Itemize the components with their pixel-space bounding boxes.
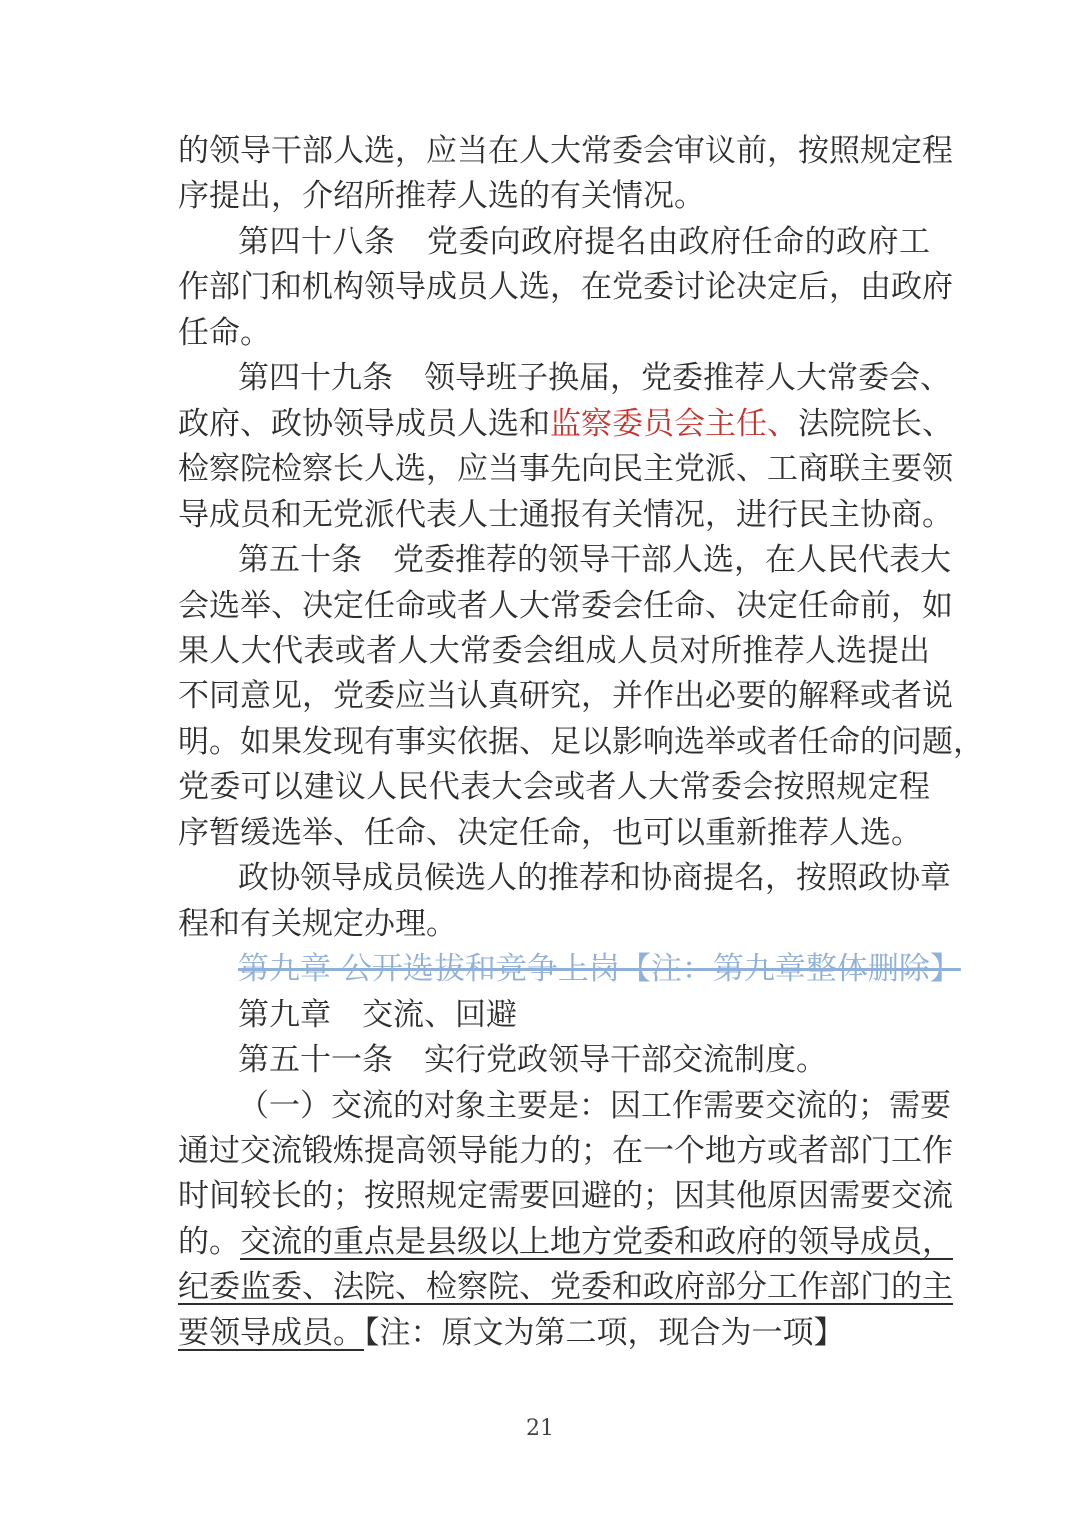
text-segment: 明。如果发现有事实依据、足以影响选举或者任命的问题， <box>178 723 984 760</box>
text-segment: 政府、政协领导成员人选和 <box>178 405 550 442</box>
underlined-text: 纪委监委、法院、检察院、党委和政府部分工作部门的主 <box>178 1269 953 1306</box>
text-segment: 法院院长、 <box>798 405 953 442</box>
text-line <box>178 265 953 310</box>
text-segment: 党委可以建议人民代表大会或者人大常委会按照规定程 <box>178 769 930 806</box>
text-segment: 时间较长的；按照规定需要回避的；因其他原因需要交流 <box>178 1178 953 1215</box>
document-body <box>178 129 984 1356</box>
text-line <box>178 1174 953 1219</box>
text-line <box>178 220 930 265</box>
text-line <box>178 493 953 538</box>
text-line <box>178 765 930 810</box>
text-segment: 检察院检察长人选，应当事先向民主党派、工商联主要领 <box>178 451 953 488</box>
text-line <box>178 1129 953 1174</box>
text-line <box>178 538 951 583</box>
text-segment: 【注：原文为第二项，现合为一项】 <box>364 1314 845 1351</box>
text-line <box>178 629 930 674</box>
text-line <box>178 993 930 1038</box>
text-line <box>178 129 953 174</box>
text-segment: 第五十一条 实行党政领导干部交流制度。 <box>238 1042 827 1079</box>
text-segment: 第四十九条 领导班子换届，党委推荐人大常委会、 <box>238 360 951 397</box>
text-line <box>178 1038 930 1083</box>
text-line <box>178 856 951 901</box>
text-segment: 政协领导成员候选人的推荐和协商提名，按照政协章 <box>238 860 951 897</box>
text-segment: 程和有关规定办理。 <box>178 905 457 942</box>
text-line <box>178 1311 930 1356</box>
text-line <box>178 447 953 492</box>
text-segment: 果人大代表或者人大常委会组成人员对所推荐人选提出 <box>178 632 930 669</box>
text-segment: 不同意见，党委应当认真研究，并作出必要的解释或者说 <box>178 678 953 715</box>
text-segment: 序提出，介绍所推荐人选的有关情况。 <box>178 178 705 215</box>
page-number: 21 <box>526 1416 554 1441</box>
text-line <box>178 674 953 719</box>
text-line <box>178 947 961 992</box>
text-segment: 任命。 <box>178 314 271 351</box>
text-segment: 的。 <box>178 1223 240 1260</box>
text-segment: 导成员和无党派代表人士通报有关情况，进行民主协商。 <box>178 496 953 533</box>
text-segment: 序暂缓选举、任命、决定任命，也可以重新推荐人选。 <box>178 814 922 851</box>
text-line <box>178 720 984 765</box>
text-line <box>178 584 953 629</box>
underlined-text: 要领导成员。 <box>178 1314 364 1351</box>
text-segment: 第五十条 党委推荐的领导干部人选，在人民代表大 <box>238 542 951 579</box>
text-line <box>178 1084 951 1129</box>
text-segment: 通过交流锻炼提高领导能力的；在一个地方或者部门工作 <box>178 1132 953 1169</box>
text-line <box>178 356 951 401</box>
highlighted-text: 监察委员会主任、 <box>550 405 798 442</box>
text-line <box>178 311 930 356</box>
text-segment: 会选举、决定任命或者人大常委会任命、决定任命前，如 <box>178 587 953 624</box>
text-segment: 作部门和机构领导成员人选，在党委讨论决定后，由政府 <box>178 269 953 306</box>
text-line <box>178 174 930 219</box>
text-segment: 第四十八条 党委向政府提名由政府任命的政府工 <box>238 223 930 260</box>
underlined-text: 交流的重点是县级以上地方党委和政府的领导成员， <box>240 1223 953 1260</box>
text-segment: 的领导干部人选，应当在人大常委会审议前，按照规定程 <box>178 133 953 169</box>
text-line <box>178 902 930 947</box>
deleted-text: 第九章 公开选拔和竞争上岗【注：第九章整体删除】 <box>238 951 961 988</box>
text-line <box>178 1265 953 1310</box>
text-line <box>178 402 953 447</box>
text-line <box>178 1220 953 1265</box>
text-line <box>178 811 930 856</box>
text-segment: 第九章 交流、回避 <box>238 996 517 1033</box>
text-segment: （一）交流的对象主要是：因工作需要交流的；需要 <box>238 1087 951 1124</box>
